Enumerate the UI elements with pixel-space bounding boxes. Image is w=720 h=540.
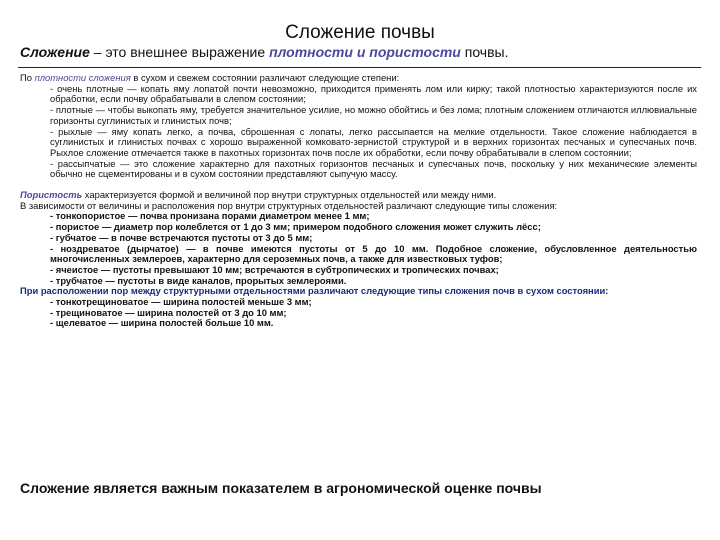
density-item: - плотные — чтобы выкопать яму, требуется значительное усилие, но можно обойтись и без лома; плотным сложением отличаются иллювиальные горизонты суглинистых и глинистых почв; (50, 104, 697, 126)
body-text (20, 73, 697, 329)
fissures-item: - трещиноватое — ширина полостей от 3 до 10 мм; (50, 306, 287, 318)
porosity-item: - губчатое — в почве встречаются пустоты от 3 до 5 мм; (50, 231, 313, 243)
porosity-intro: Пористость характеризуется формой и величиной пор внутри структурных отдельностей или между ними. (20, 189, 497, 201)
porosity-types-intro: В зависимости от величины и расположения пор внутри структурных отдельностей различают следующие типы сложения: (20, 199, 558, 211)
definition-key: плотности и пористости (269, 44, 461, 60)
density-item: - рыхлые — яму копать легко, а почва, сброшенная с лопаты, легко рассыпается на мелкие отдельности. Такое сложение наблюдается в суглинистых и глинистых почвах с хорошо выраженной комковато-зернистой структурой и в верхних горизонтах песчаных и супесчаных почв. Рыхлое сложение отмечается также в пахотных горизонтах почв после их обработки, если почву обрабатывали в слепом состоянии; (50, 125, 697, 158)
porosity-item: - пористое — диаметр пор колеблется от 1 до 3 мм; примером подобного сложения может служить лёсс; (50, 221, 541, 233)
density-key: плотности сложения (34, 72, 131, 83)
fissures-item: - тонкотрещиноватое — ширина полостей меньше 3 мм; (50, 296, 312, 308)
title-divider (18, 67, 701, 68)
page-title: Сложение почвы (285, 22, 435, 43)
porosity-item: - трубчатое — пустоты в виде каналов, прорытых землероями. (50, 274, 347, 286)
conclusion: Сложение является важным показателем в агрономической оценке почвы (20, 480, 542, 496)
definition-term: Сложение (20, 44, 90, 60)
definition-line (20, 44, 710, 61)
definition-text: – это внешнее выражение (89, 44, 270, 60)
density-item: - рассыпчатые — это сложение характерно для пахотных горизонтов песчаных и супесчаных почв, поскольку у них механические элементы обычно не сцементированы и в сухом состоянии представляют сыпучую массу. (50, 157, 697, 180)
porosity-item: - ноздреватое (дырчатое) — в почве имеются пустоты от 5 до 10 мм. Подобное сложение, обусловленное деятельностью многочисленных землероев, характерно для сероземных почв, а также для известковых туфов; (50, 242, 697, 265)
density-item: - очень плотные — копать яму лопатой почти невозможно, приходится применять лом или кирку; такой плотностью характеризуются после их обработки, если почву обрабатывали в слепом состоянии; (50, 82, 697, 105)
porosity-item: - ячеистое — пустоты превышают 10 мм; встречаются в субтропических и тропических почвах; (50, 263, 499, 275)
porosity-key: Пористость (20, 189, 83, 201)
definition-tail: почвы. (460, 44, 509, 60)
density-intro: По плотности сложения в сухом и свежем состоянии различают следующие степени: (20, 72, 400, 83)
fissures-intro: При расположении пор между структурными отдельностями различают следующие типы сложения почв в сухом состоянии: (20, 285, 609, 297)
porosity-item: - тонкопористое — почва пронизана порами диаметром менее 1 мм; (50, 210, 370, 222)
fissures-item: - щелеватое — ширина полостей больше 10 мм. (50, 317, 274, 329)
